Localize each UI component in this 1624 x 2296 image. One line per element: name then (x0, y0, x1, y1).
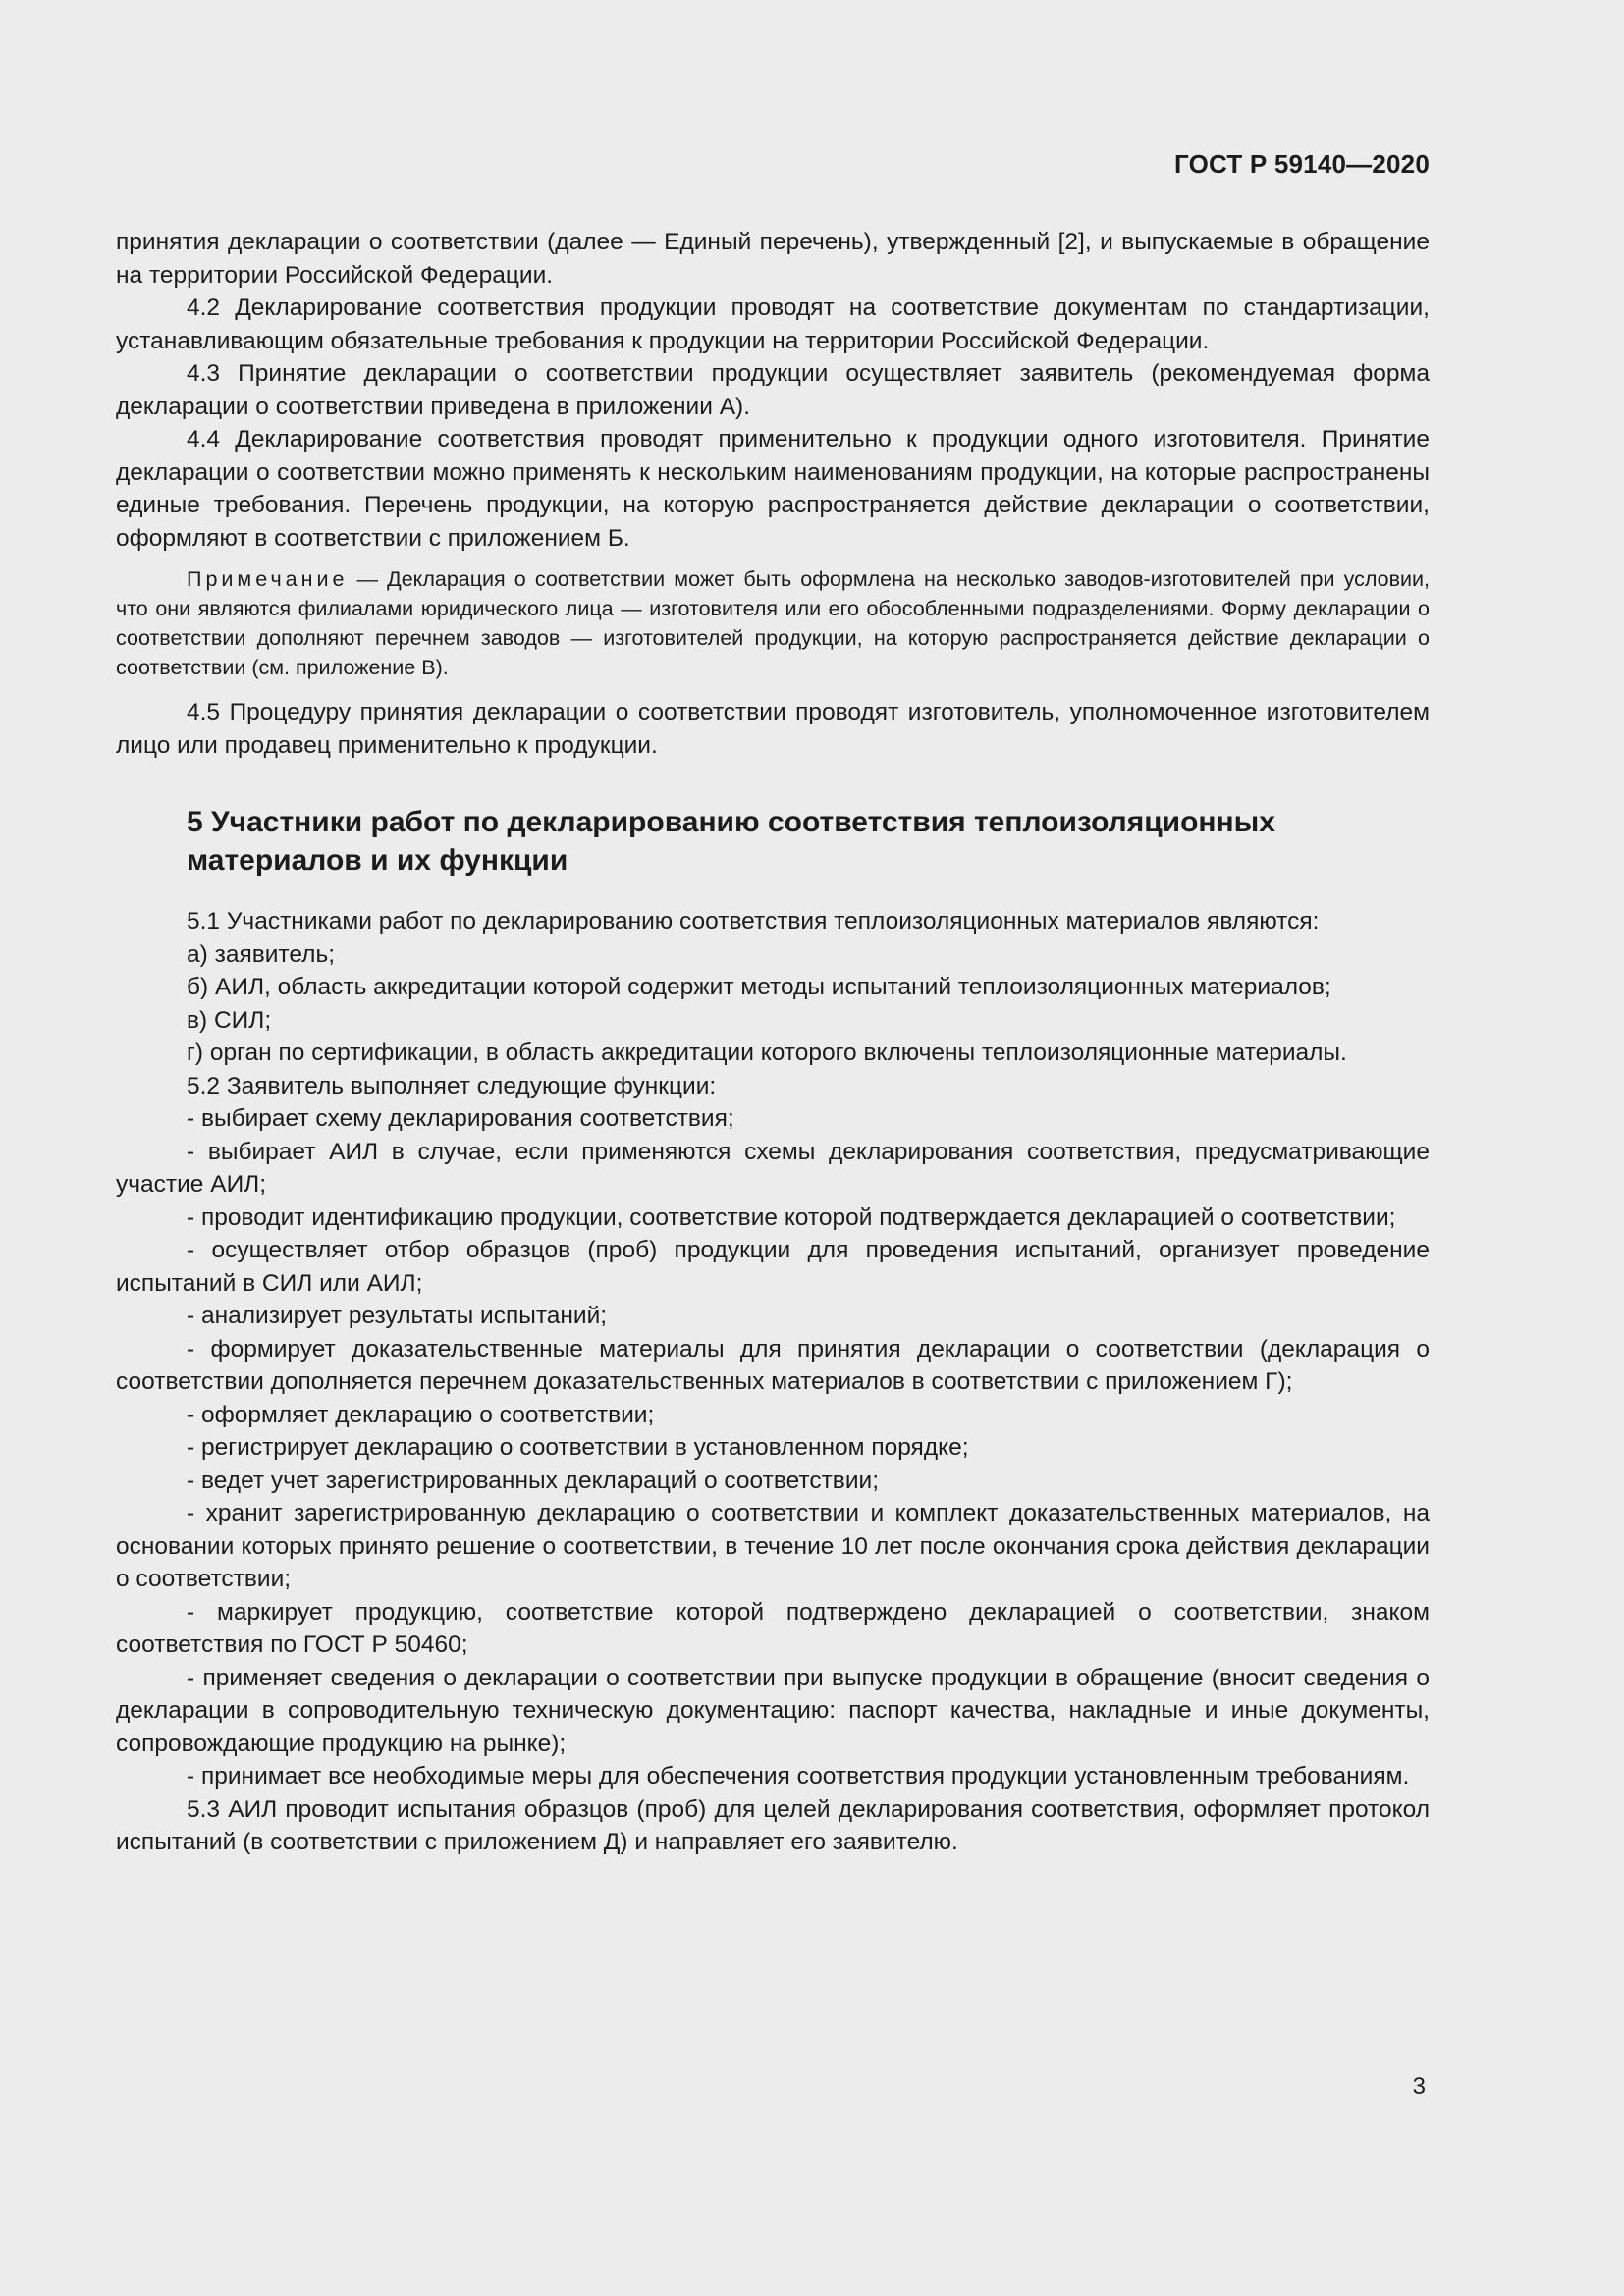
list-item: - выбирает схему декларирования соответствия; (187, 1105, 734, 1132)
list-item: - осуществляет отбор образцов (проб) продукции для проведения испытаний, организует проведение испытаний в СИЛ или АИЛ; (116, 1237, 1430, 1297)
paragraph-continuation: принятия декларации о соответствии (далее — Единый перечень), утвержденный [2], и выпускаемые в обращение на территории Российской Федерации. (116, 229, 1430, 289)
page-content (116, 226, 1430, 1859)
list-item: - ведет учет зарегистрированных деклараций о соответствии; (187, 1467, 879, 1494)
list-item-5-1-g: г) орган по сертификации, в область аккредитации которого включены теплоизоляционные материалы. (187, 1040, 1347, 1066)
note (116, 564, 1430, 682)
paragraph-5-2: 5.2 Заявитель выполняет следующие функции: (187, 1072, 717, 1099)
list-item-5-1-a: а) заявитель; (187, 940, 336, 968)
document-code: ГОСТ Р 59140—2020 (1174, 149, 1430, 179)
page-number: 3 (1412, 2073, 1426, 2100)
list-item: - проводит идентификацию продукции, соответствие которой подтверждается декларацией о соответствии; (187, 1203, 1396, 1231)
list-item-5-1-v: в) СИЛ; (187, 1006, 272, 1034)
list-item: - регистрирует декларацию о соответствии в установленном порядке; (187, 1434, 969, 1461)
list-item-5-1-b: б) АИЛ, область аккредитации которой содержит методы испытаний теплоизоляционных материалов; (187, 974, 1331, 1000)
paragraph-4-4: 4.4 Декларирование соответствия проводят применительно к продукции одного изготовителя. Принятие декларации о соответствии можно применять к нескольким наименованиям продукции, на которые распространены единые требования. Перечень продукции, на которую распространяется действие декларации о соответствии, оформляют в соответствии с приложением Б. (116, 426, 1430, 552)
note-text: — Декларация о соответствии может быть оформлена на несколько заводов-изготовителей при условии, что они являются филиалами юридического лица — изготовителя или его обособленными подразделениями. Форму декларации о соответствии дополняют перечнем заводов — изготовителей продукции, на которую распространяется действие декларации о соответствии (см. приложение В). (116, 567, 1430, 679)
list-item: - хранит зарегистрированную декларацию о соответствии и комплект доказательственных материалов, на основании которых принято решение о соответствии, в течение 10 лет после окончания срока действия декларации о соответствии; (116, 1500, 1430, 1592)
list-item: - формирует доказательственные материалы для принятия декларации о соответствии (декларация о соответствии дополняется перечнем доказательственных материалов в соответствии с приложением Г); (116, 1335, 1430, 1395)
section-5-heading: 5 Участники работ по декларированию соответствия теплоизоляционных материалов и их функции (187, 806, 1275, 877)
list-item: - применяет сведения о декларации о соответствии при выпуске продукции в обращение (вносит сведения о декларации в сопроводительную техническую документацию: паспорт качества, накладные и иные документы, сопровождающие продукцию на рынке); (116, 1664, 1430, 1757)
paragraph-4-5: 4.5 Процедуру принятия декларации о соответствии проводят изготовитель, уполномоченное изготовителем лицо или продавец применительно к продукции. (116, 699, 1430, 759)
list-item: - принимает все необходимые меры для обеспечения соответствия продукции установленным требованиям. (187, 1763, 1410, 1789)
list-item: - оформляет декларацию о соответствии; (187, 1401, 655, 1428)
paragraph-5-3: 5.3 АИЛ проводит испытания образцов (проб) для целей декларирования соответствия, оформляет протокол испытаний (в соответствии с приложением Д) и направляет его заявителю. (116, 1795, 1430, 1855)
list-item: - выбирает АИЛ в случае, если применяются схемы декларирования соответствия, предусматривающие участие АИЛ; (116, 1138, 1430, 1198)
list-item: - маркирует продукцию, соответствие которой подтверждено декларацией о соответствии, знаком соответствия по ГОСТ Р 50460; (116, 1598, 1430, 1658)
paragraph-4-3: 4.3 Принятие декларации о соответствии продукции осуществляет заявитель (рекомендуемая форма декларации о соответствии приведена в приложении А). (116, 360, 1430, 420)
note-label: Примечание (187, 567, 349, 591)
list-item: - анализирует результаты испытаний; (187, 1303, 608, 1329)
paragraph-4-2: 4.2 Декларирование соответствия продукции проводят на соответствие документам по стандартизации, устанавливающим обязательные требования к продукции на территории Российской Федерации. (116, 294, 1430, 354)
paragraph-5-1: 5.1 Участниками работ по декларированию соответствия теплоизоляционных материалов являются: (187, 908, 1320, 934)
